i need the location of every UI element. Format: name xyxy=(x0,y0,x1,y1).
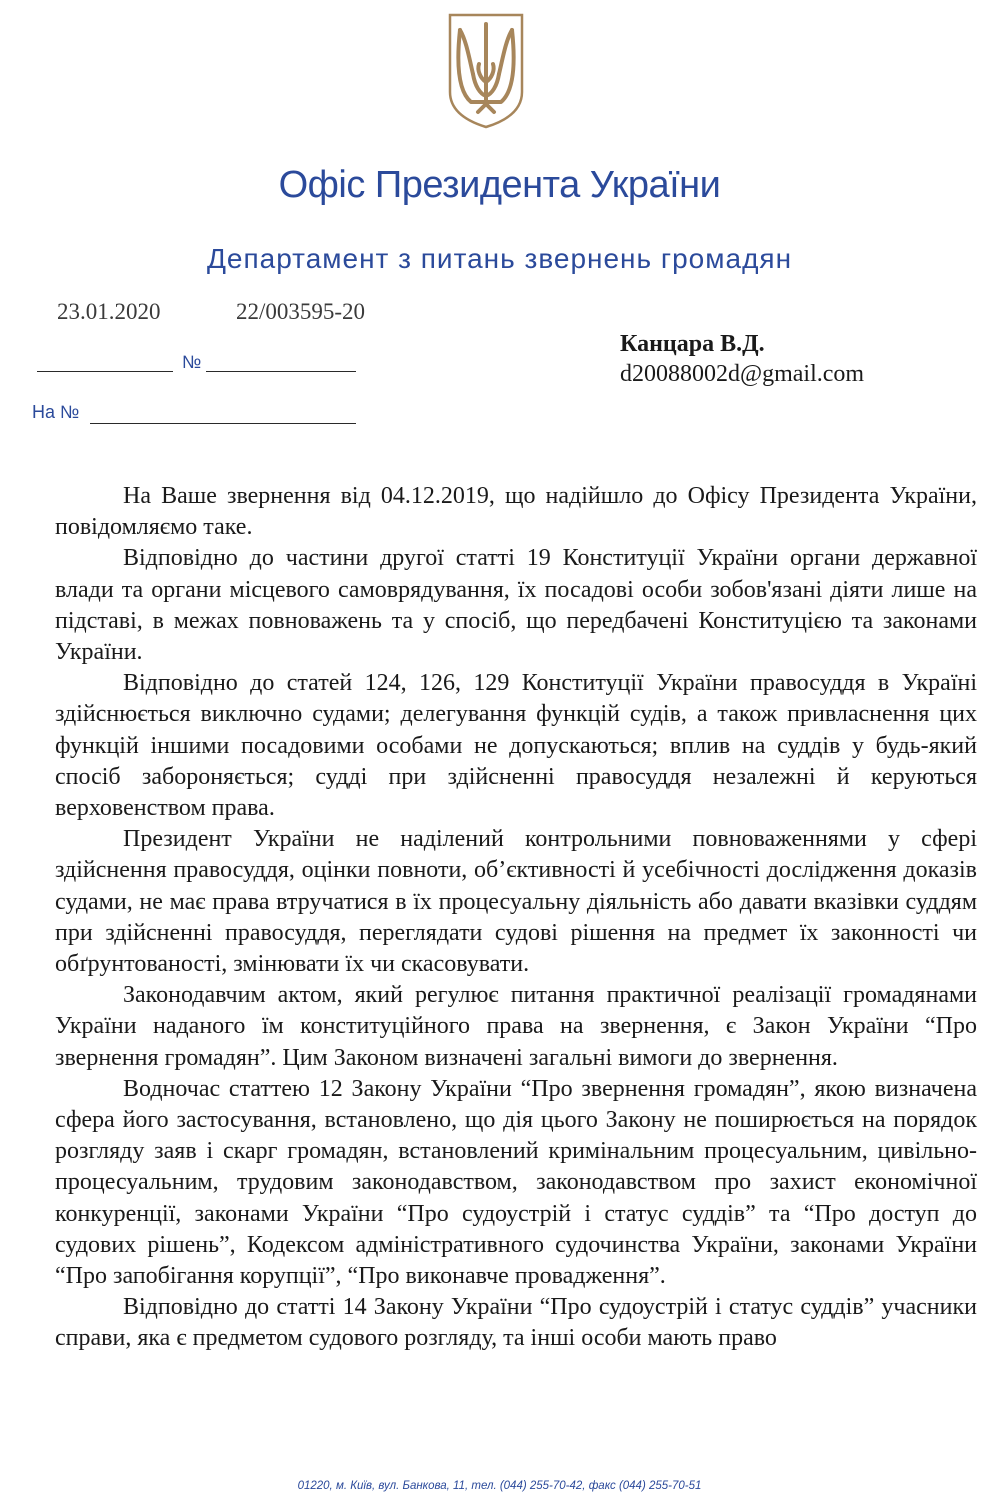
paragraph: Президент України не наділений контрольними повноваженнями у сфері здійснення правосуддя, оцінки повноти, об’єктивності й усебічності дослідження доказів судами, не має права втручатися в їх процесуальну діяльність або давати вказівки суддям при здійсненні правосуддя, переглядати судові рішення на предмет їх законності чи обґрунтованості, змінювати їх чи скасовувати. xyxy=(55,826,977,978)
paragraph: Законодавчим актом, який регулює питання практичної реалізації громадянами України наданого їм конституційного права на звернення, є Закон України “Про звернення громадян”. Цим Законом визначені загальні вимоги до звернення. xyxy=(55,982,977,1071)
date-underline xyxy=(37,371,173,372)
reply-reference-underline xyxy=(90,423,356,424)
registration-date: 23.01.2020 xyxy=(57,299,161,324)
footer-address: 01220, м. Київ, вул. Банкова, 11, тел. (044) 255-70-42, факс (044) 255-70-51 xyxy=(297,1480,702,1492)
reply-reference-label: На № xyxy=(32,402,80,422)
paragraph: Відповідно до частини другої статті 19 Конституції України органи державної влади та органи місцевого самоврядування, їх посадові особи зобов'язані діяти лише на підставі, в межах повноважень та у спосіб, що передбачені Конституцією та законами України. xyxy=(55,545,977,666)
recipient-email: d20088002d@gmail.com xyxy=(620,361,865,387)
paragraph: Відповідно до статей 124, 126, 129 Конституції України правосуддя в Україні здійснюється виключно судами; делегування функцій судів, а також привласнення цих функцій іншими посадовими особами не допускаються; вплив на суддів у будь-який спосіб забороняється; судді при здійсненні правосуддя незалежні й керуються верховенством права. xyxy=(55,670,977,822)
coat-of-arms-trident-icon xyxy=(447,12,525,130)
organization-title: Офіс Президента України xyxy=(278,164,721,206)
number-underline xyxy=(206,371,356,372)
letter-body xyxy=(55,481,977,1355)
number-sign: № xyxy=(182,352,202,372)
paragraph: На Ваше звернення від 04.12.2019, що надійшло до Офісу Президента України, повідомляємо таке. xyxy=(55,483,977,541)
registration-number: 22/003595-20 xyxy=(236,299,366,324)
paragraph: Відповідно до статті 14 Закону України “Про судоустрій і статус суддів” учасники справи, яка є предметом судового розгляду, та інші особи мають право xyxy=(55,1294,977,1352)
department-title: Департамент з питань звернень громадян xyxy=(206,243,793,274)
recipient-name: Канцара В.Д. xyxy=(620,331,765,357)
paragraph: Водночас статтею 12 Закону України “Про звернення громадян”, якою визначена сфера його застосування, встановлено, що дія цього Закону не поширюється на порядок розгляду заяв і скарг громадян, встановлений кримінальним процесуальним, цивільно-процесуальним, трудовим законодавством, законодавством про захист економічної конкуренції, законами України “Про судоустрій і статус суддів” та “Про доступ до судових рішень”, Кодексом адміністративного судочинства України, законами України “Про запобігання корупції”, “Про виконавче провадження”. xyxy=(55,1075,977,1290)
